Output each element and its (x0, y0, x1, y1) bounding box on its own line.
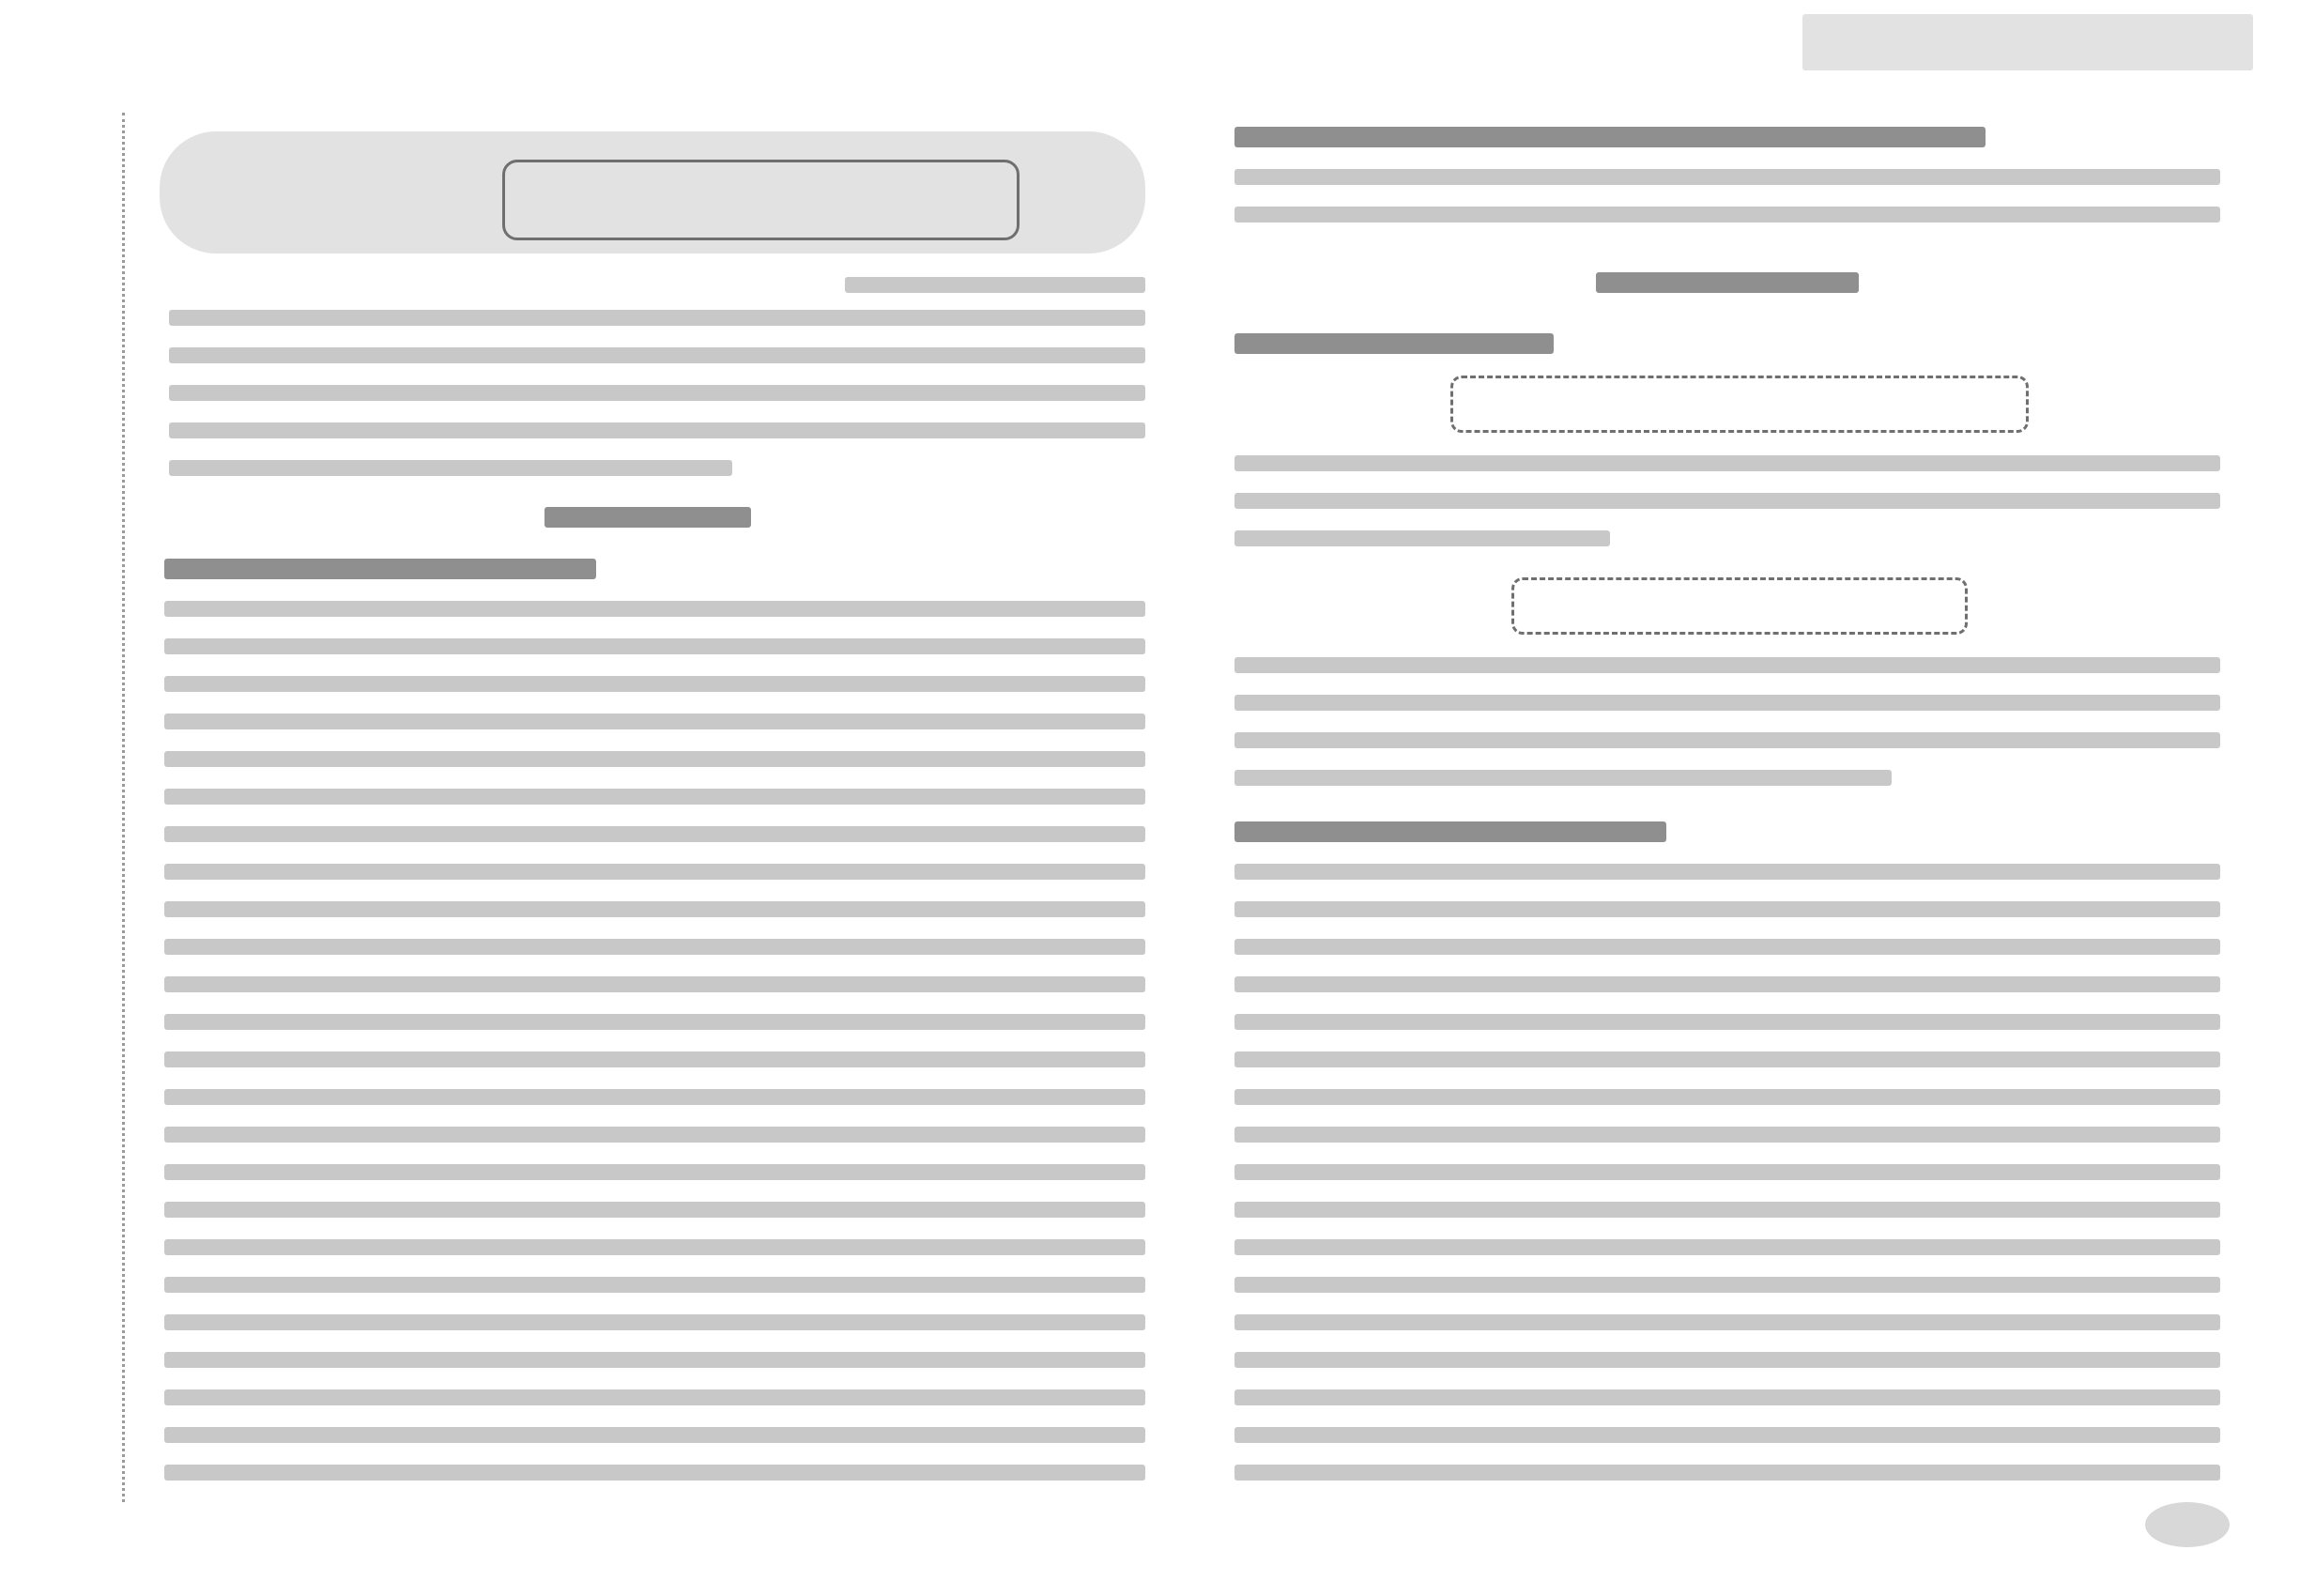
left-column-text-line (169, 347, 1145, 363)
right-column-text-line (1234, 1014, 2220, 1030)
left-column-text-line (164, 864, 1145, 880)
left-column-text-line (169, 310, 1145, 326)
word-bank-box (1511, 577, 1968, 635)
left-column-text-line (164, 1465, 1145, 1481)
right-column-text-line (1234, 901, 2220, 917)
word-bank-box (1450, 376, 2029, 433)
left-column-text-line (164, 1202, 1145, 1218)
binding-margin (84, 113, 125, 1502)
right-column-text-line (1234, 1352, 2220, 1368)
left-column-text-line (164, 789, 1145, 805)
right-column-question-heading (1234, 333, 1554, 354)
left-column-text-line (164, 901, 1145, 917)
left-column-text-line (164, 601, 1145, 617)
left-column-text-line (164, 939, 1145, 955)
left-column-text-line (164, 1427, 1145, 1443)
right-column-text-line (1234, 207, 2220, 223)
right-column-text-line (1234, 1164, 2220, 1180)
right-column-question-heading (1234, 127, 1986, 147)
right-column-text-line (1234, 1465, 2220, 1481)
right-column-header-strip (1802, 14, 2253, 70)
right-column-text-line (1234, 770, 1892, 786)
left-column-text-line (164, 1314, 1145, 1330)
right-column-text-line (1234, 1089, 2220, 1105)
left-column-text-line (164, 976, 1145, 992)
left-column-text-line (164, 826, 1145, 842)
page-number-badge (2145, 1502, 2230, 1547)
left-column-section-heading (544, 507, 751, 528)
left-column-text-line (164, 1389, 1145, 1405)
right-column-text-line (1234, 695, 2220, 711)
right-column-text-line (1234, 530, 1610, 546)
right-column-text-line (1234, 864, 2220, 880)
left-column-text-line (164, 1239, 1145, 1255)
right-column-text-line (1234, 1051, 2220, 1067)
right-column-text-line (1234, 732, 2220, 748)
left-column-question-heading (164, 559, 596, 579)
left-column-text-line (169, 460, 732, 476)
left-column-text-line (164, 638, 1145, 654)
right-column-text-line (1234, 493, 2220, 509)
right-column-text-line (1234, 455, 2220, 471)
left-column-text-line (169, 385, 1145, 401)
right-column-text-line (1234, 1389, 2220, 1405)
right-column-text-line (1234, 1127, 2220, 1143)
left-column-text-line (164, 1164, 1145, 1180)
left-column-text-line (164, 751, 1145, 767)
right-column-text-line (1234, 1277, 2220, 1293)
right-column-text-line (1234, 1202, 2220, 1218)
right-column-text-line (1234, 1239, 2220, 1255)
left-column-score-line (845, 277, 1145, 293)
right-column-section-heading (1596, 272, 1859, 293)
left-column-text-line (164, 676, 1145, 692)
left-column-text-line (164, 1089, 1145, 1105)
right-column-text-line (1234, 1427, 2220, 1443)
right-column-text-line (1234, 976, 2220, 992)
left-column-text-line (164, 1014, 1145, 1030)
right-column-text-line (1234, 657, 2220, 673)
right-column-text-line (1234, 169, 2220, 185)
right-column-text-line (1234, 1314, 2220, 1330)
right-column-text-line (1234, 939, 2220, 955)
left-column-text-line (164, 1277, 1145, 1293)
left-column-text-line (164, 714, 1145, 729)
left-column-text-line (164, 1352, 1145, 1368)
left-column-title-box (502, 160, 1020, 240)
right-column-question-heading (1234, 821, 1666, 842)
left-column-text-line (169, 422, 1145, 438)
left-column-text-line (164, 1127, 1145, 1143)
left-column-text-line (164, 1051, 1145, 1067)
